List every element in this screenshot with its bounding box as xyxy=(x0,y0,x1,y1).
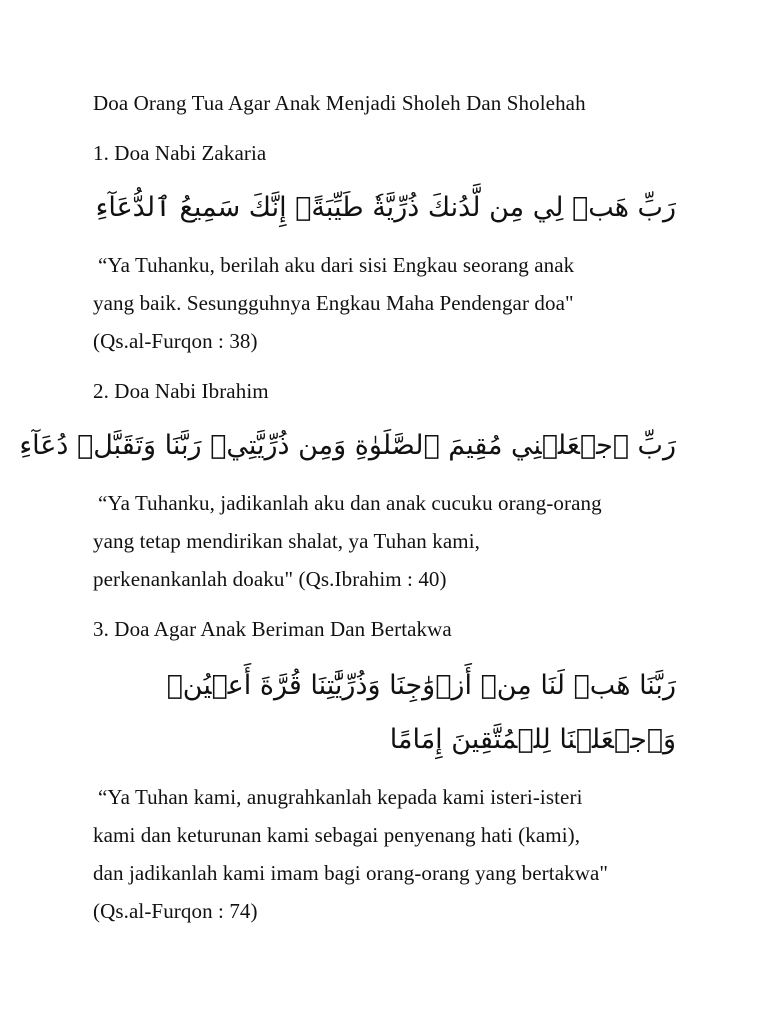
section-3-heading: 3. Doa Agar Anak Beriman Dan Bertakwa xyxy=(93,617,452,641)
section-2-heading: 2. Doa Nabi Ibrahim xyxy=(93,379,269,403)
section-1-arabic-line-1: رَبِّ هَبۡ لِي مِن لَّدُنكَ ذُرِّيَّةٗ طَيِّبَةًۖ إِنَّكَ سَمِيعُ ٱلدُّعَآءِ xyxy=(95,192,676,223)
section-1-heading: 1. Doa Nabi Zakaria xyxy=(93,141,267,165)
section-2-translation-line-1: “Ya Tuhanku, jadikanlah aku dan anak cucuku orang-orang xyxy=(98,491,602,515)
section-2-translation-line-3: perkenankanlah doaku" (Qs.Ibrahim : 40) xyxy=(93,567,447,591)
section-2-arabic-line-1: رَبِّ ٱجۡعَلۡنِي مُقِيمَ ٱلصَّلَوٰةِ وَمِن ذُرِّيَّتِيۚ رَبَّنَا وَتَقَبَّلۡ دُعَآءِ xyxy=(19,430,676,461)
section-1-translation-line-3: (Qs.al-Furqon : 38) xyxy=(93,329,258,353)
section-3-translation-line-3: dan jadikanlah kami imam bagi orang-orang yang bertakwa" xyxy=(93,861,609,885)
section-3-translation-line-4: (Qs.al-Furqon : 74) xyxy=(93,899,258,923)
section-3-arabic-line-1: رَبَّنَا هَبۡ لَنَا مِنۡ أَزۡوَٰجِنَا وَذُرِّيَّٰتِنَا قُرَّةَ أَعۡيُنٖ xyxy=(166,670,676,701)
section-3-translation-line-1: “Ya Tuhan kami, anugrahkanlah kepada kami isteri-isteri xyxy=(98,785,583,809)
document-title: Doa Orang Tua Agar Anak Menjadi Sholeh Dan Sholehah xyxy=(93,91,586,115)
section-3-translation-line-2: kami dan keturunan kami sebagai penyenang hati (kami), xyxy=(93,823,581,847)
section-1-translation-line-1: “Ya Tuhanku, berilah aku dari sisi Engkau seorang anak xyxy=(98,253,575,277)
section-1-translation-line-2: yang baik. Sesungguhnya Engkau Maha Pendengar doa" xyxy=(93,291,574,315)
section-2-translation-line-2: yang tetap mendirikan shalat, ya Tuhan kami, xyxy=(93,529,480,553)
section-3-arabic-line-2: وَٱجۡعَلۡنَا لِلۡمُتَّقِينَ إِمَامًا xyxy=(389,724,676,755)
